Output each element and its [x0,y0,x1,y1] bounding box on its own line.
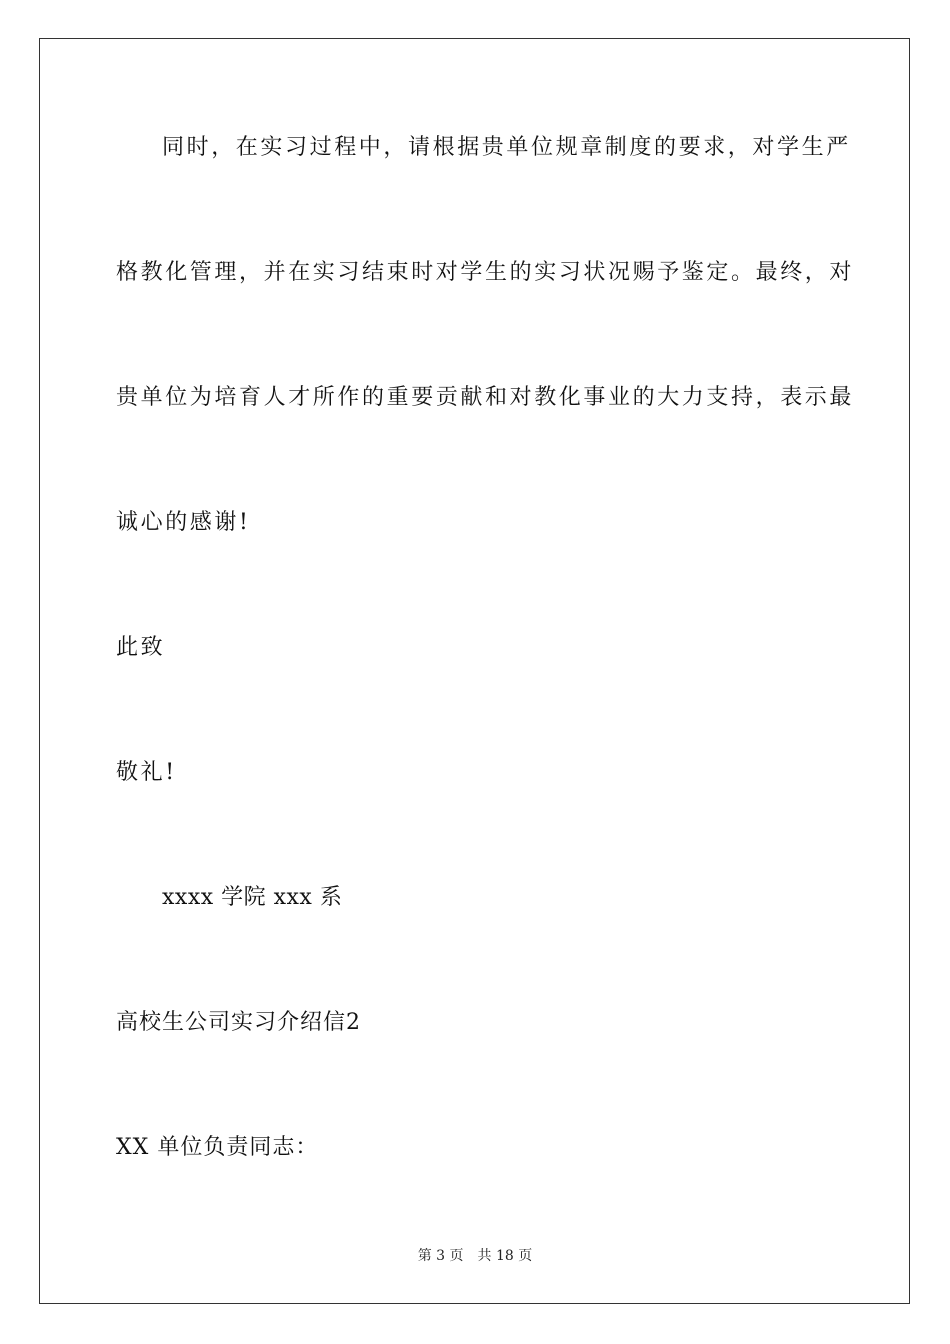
body-line-3: 贵单位为培育人才所作的重要贡献和对教化事业的大力支持，表示最 [116,385,855,410]
section-title: 高校生公司实习介绍信2 [116,1010,361,1035]
page-total: 共 18 页 [477,1248,533,1264]
page-border [39,38,910,1304]
page-footer [0,1246,950,1266]
body-line-1: 同时，在实习过程中，请根据贵单位规章制度的要求，对学生严 [162,135,851,160]
body-line-2: 格教化管理，并在实习结束时对学生的实习状况赐予鉴定。最终，对 [116,260,855,285]
closing-salutation: 此致 [116,635,166,660]
sender-signature: xxxx 学院 xxx 系 [162,885,343,910]
letter-addressee: XX 单位负责同志： [116,1135,319,1160]
body-line-4: 诚心的感谢! [116,510,251,535]
closing-regards: 敬礼! [116,760,177,785]
page-number: 第 3 页 [417,1248,464,1264]
